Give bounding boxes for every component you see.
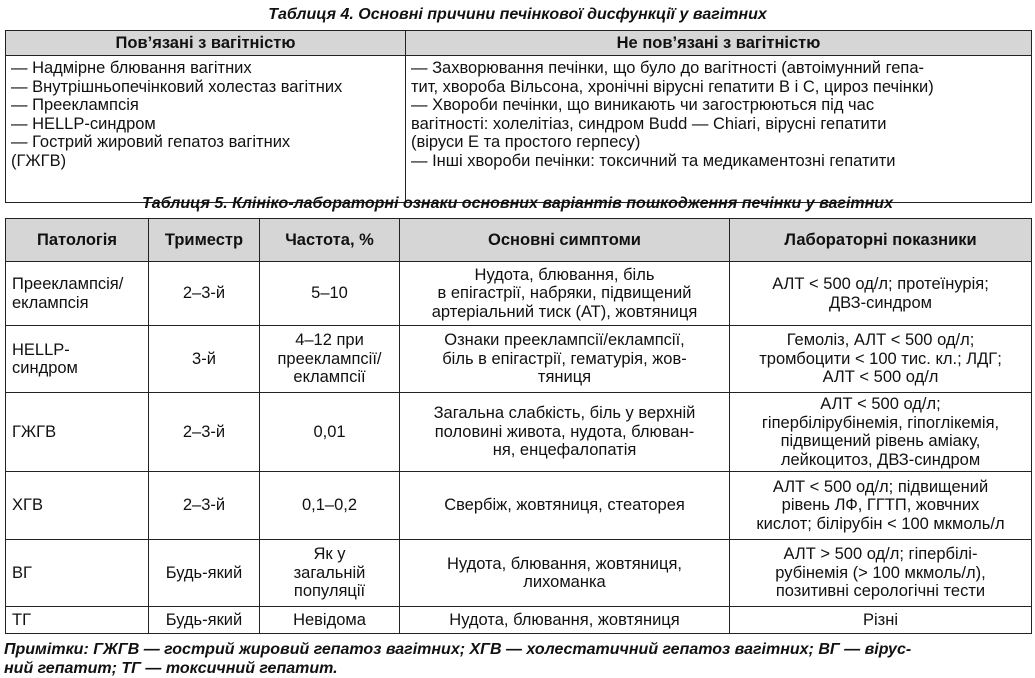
table5-cell-trimester: 2–3-й: [149, 472, 260, 540]
table5-cell-pathology-line: ГЖГВ: [12, 422, 57, 441]
table5-cell-symptoms-line: Нудота, блювання, жовтяниця,: [447, 554, 682, 573]
table5-cell-lab-line: кислот; білірубін < 100 мкмоль/л: [756, 514, 1005, 533]
table5-row: [6, 607, 1032, 634]
notes-line: ний гепатит; ТГ — токсичний гепатит.: [4, 660, 338, 677]
table5-cell-frequency: [260, 540, 400, 607]
table4-right-line: — Хвороби печінки, що виникають чи загострюються під час: [411, 96, 875, 114]
table4-header-not-pregnancy-related: Не пов’язані з вагітністю: [406, 31, 1032, 56]
table5-cell-symptoms-line: половині живота, нудота, блюван-: [434, 422, 695, 441]
table5-cell-symptoms-line: Загальна слабкість, біль у верхній: [433, 404, 696, 423]
table5-cell-lab-line: лейкоцитоз, ДВЗ-синдром: [780, 450, 981, 469]
table5-cell-symptoms-line: Ознаки прееклампсії/еклампсії,: [444, 331, 685, 350]
table4-right-line: — Інші хвороби печінки: токсичний та медикаментозні гепатити: [411, 151, 896, 170]
table5-cell-symptoms-line: ня, енцефалопатія: [492, 441, 637, 460]
table4-left-line: — Прееклампсія: [11, 96, 139, 114]
table5-cell-frequency-line: популяції: [293, 582, 366, 601]
table5-cell-frequency-line: 0,1–0,2: [301, 496, 358, 515]
table5: [5, 218, 1032, 634]
table5-cell-lab-line: ДВЗ-синдром: [829, 293, 932, 312]
table4-left-line: — Внутрішньопечінковий холестаз вагітних: [11, 77, 343, 96]
table5-cell-pathology-line: ВГ: [12, 563, 32, 582]
table5-cell-lab-line: Гемоліз, АЛТ < 500 од/л;: [786, 331, 975, 350]
table5-cell-pathology-line: ТГ: [12, 610, 32, 629]
table5-header-row: [6, 219, 1032, 262]
table5-cell-frequency: [260, 262, 400, 326]
table5-cell-symptoms-line: артеріальний тиск (АТ), жовтяниця: [431, 302, 698, 321]
table5-cell-lab: [730, 393, 1032, 472]
table4-right-line: (віруси E та простого герпесу): [411, 133, 641, 151]
table5-cell-lab-line: АЛТ > 500 од/л; гіпербілі-: [783, 545, 978, 564]
table5-cell-pathology-line: Прееклампсія/: [12, 275, 124, 293]
table5-cell-lab-line: гіпербілірубінемія, гіпоглікемія,: [761, 413, 1000, 432]
table5-cell-frequency-line: прееклампсії/: [277, 349, 382, 368]
table5-cell-lab-line: тромбоцити < 100 тис. кл.; ЛДГ;: [759, 349, 1002, 368]
table5-cell-trimester: Будь-який: [149, 607, 260, 634]
table4-left-line: — Гострий жировий гепатоз вагітних: [11, 133, 291, 151]
table5-header-pathology: Патологія: [6, 219, 149, 262]
table5-cell-frequency-line: загальній: [293, 563, 366, 582]
table4-header-row: [6, 31, 1032, 56]
table5-cell-lab-line: АЛТ < 500 од/л; підвищений: [772, 477, 989, 496]
notes-line: Примітки: ГЖГВ — гострий жировий гепатоз вагітних; ХГВ — холестатичний гепатоз вагітних; ВГ — вірус-: [4, 641, 912, 658]
table4-right-line: — Захворювання печінки, що було до вагітності (автоімунний гепа-: [411, 59, 925, 77]
table5-cell-symptoms-line: Нудота, блювання, жовтяниця: [449, 610, 680, 629]
table5-cell-pathology-line: еклампсія: [12, 293, 89, 312]
table5-cell-trimester: 2–3-й: [149, 393, 260, 472]
table5-cell-lab-line: АЛТ < 500 од/л;: [820, 395, 941, 413]
table4-header-pregnancy-related: Пов’язані з вагітністю: [6, 31, 406, 56]
table5-cell-pathology: [6, 540, 149, 607]
table5-cell-symptoms-line: Нудота, блювання, біль: [474, 265, 655, 284]
table4-body-row: [6, 56, 1032, 203]
table5-cell-trimester: 2–3-й: [149, 262, 260, 326]
table5-cell-lab-line: Різні: [862, 610, 898, 629]
table5-cell-frequency: [260, 326, 400, 393]
table5-cell-frequency-line: Як у: [313, 545, 346, 564]
table5-cell-pathology-line: HELLP-: [12, 340, 70, 359]
table5-cell-lab: [730, 607, 1032, 634]
table5-cell-symptoms-line: тяниця: [537, 368, 592, 387]
table5-cell-lab-line: рівень ЛФ, ГГТП, жовчних: [781, 496, 980, 515]
table5-cell-frequency-line: 4–12 при: [295, 331, 364, 350]
table5-cell-lab: [730, 540, 1032, 607]
table5-cell-symptoms-line: біль в епігастрії, гематурія, жов-: [442, 349, 687, 368]
table5-cell-lab: [730, 326, 1032, 393]
table5-cell-frequency-line: 0,01: [313, 422, 346, 441]
table4-right-cell: [406, 56, 1032, 203]
table5-row: [6, 326, 1032, 393]
table5-cell-symptoms-line: Свербіж, жовтяниця, стеаторея: [444, 496, 685, 515]
table5-cell-lab-line: АЛТ < 500 од/л: [822, 368, 939, 387]
table5-cell-symptoms-line: в епігастрії, набряки, підвищений: [437, 284, 692, 303]
table5-header-trimester: Триместр: [149, 219, 260, 262]
table5-cell-lab-line: рубінемія (> 100 мкмоль/л),: [775, 563, 986, 582]
table5-cell-lab-line: підвищений рівень аміаку,: [780, 432, 981, 450]
table5-header-frequency: Частота, %: [260, 219, 400, 262]
table5-row: [6, 393, 1032, 472]
table4: [5, 30, 1032, 203]
table5-cell-frequency: [260, 472, 400, 540]
table5-cell-symptoms: [400, 540, 730, 607]
table5-cell-lab-line: АЛТ < 500 од/л; протеїнурія;: [772, 275, 989, 293]
table5-header-symptoms: Основні симптоми: [400, 219, 730, 262]
table5-cell-frequency: [260, 607, 400, 634]
table5-cell-pathology: [6, 262, 149, 326]
table5-cell-lab: [730, 262, 1032, 326]
table5-row: [6, 472, 1032, 540]
table4-right-line: вагітності: холелітіаз, синдром Budd — Chiari, вірусні гепатити: [411, 114, 887, 133]
table5-cell-pathology: [6, 472, 149, 540]
table5-header-lab: Лабораторні показники: [730, 219, 1032, 262]
table-notes: [4, 640, 1031, 678]
table5-cell-symptoms: [400, 607, 730, 634]
table5-cell-trimester: 3-й: [149, 326, 260, 393]
table5-cell-frequency-line: еклампсії: [293, 368, 366, 387]
table5-cell-symptoms: [400, 326, 730, 393]
table4-left-line: — Надмірне блювання вагітних: [11, 59, 252, 77]
table5-cell-pathology: [6, 607, 149, 634]
table5-cell-lab: [730, 472, 1032, 540]
table5-cell-frequency-line: Невідома: [293, 610, 366, 629]
table5-row: [6, 540, 1032, 607]
table5-cell-pathology-line: синдром: [12, 359, 78, 377]
table5-cell-frequency: [260, 393, 400, 472]
table5-cell-frequency-line: 5–10: [311, 284, 348, 303]
table4-left-line: — HELLP-синдром: [11, 114, 156, 133]
table5-cell-pathology: [6, 393, 149, 472]
table5-cell-symptoms: [400, 393, 730, 472]
table5-cell-trimester: Будь-який: [149, 540, 260, 607]
table5-caption: Таблиця 5. Клініко-лабораторні ознаки основних варіантів пошкодження печінки у вагітних: [142, 195, 893, 212]
table4-left-line: (ГЖГВ): [11, 151, 67, 170]
table4-left-cell: [6, 56, 406, 203]
table5-cell-pathology-line: ХГВ: [12, 496, 43, 515]
table5-cell-symptoms-line: лихоманка: [523, 573, 606, 591]
table5-cell-symptoms: [400, 262, 730, 326]
table5-cell-symptoms: [400, 472, 730, 540]
table5-cell-pathology: [6, 326, 149, 393]
table5-cell-lab-line: позитивні серологічні тести: [775, 582, 986, 601]
table5-row: [6, 262, 1032, 326]
table4-caption: Таблиця 4. Основні причини печінкової дисфункції у вагітних: [268, 6, 767, 23]
table4-right-line: тит, хвороба Вільсона, хронічні вірусні гепатити B і C, цироз печінки): [411, 77, 934, 96]
